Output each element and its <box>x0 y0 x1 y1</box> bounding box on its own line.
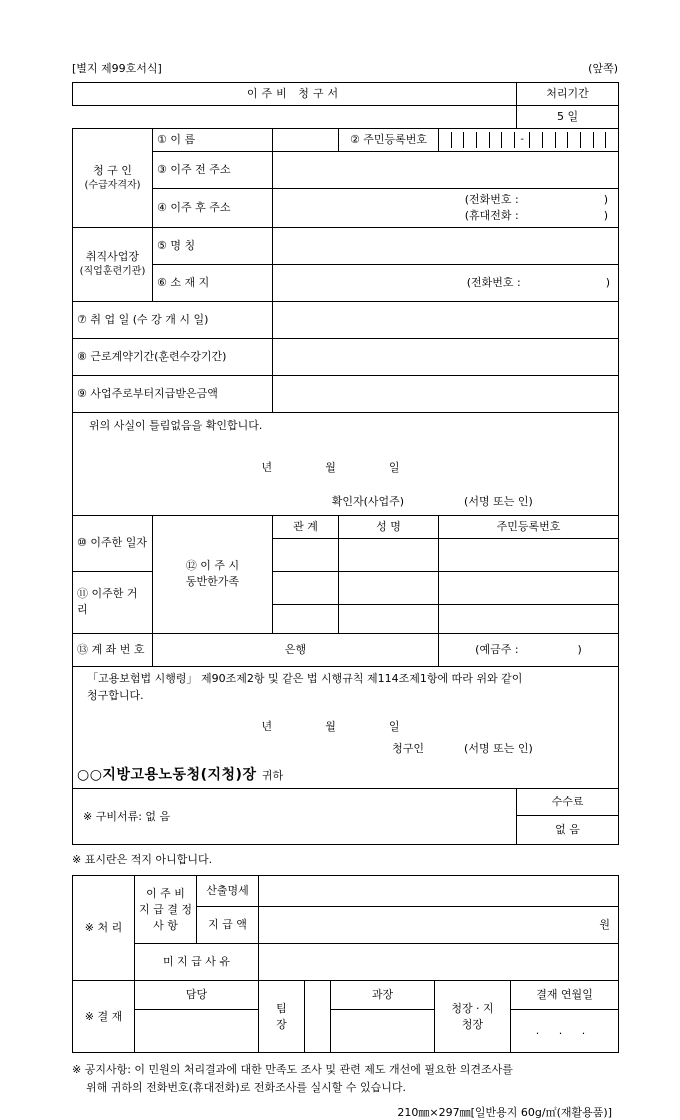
approval-col-director-line1: 청장 · 지 <box>451 1001 494 1015</box>
move-relation-value[interactable] <box>273 538 339 571</box>
form-number: [별지 제99호서식] <box>72 62 162 75</box>
rrn-cell[interactable] <box>594 132 607 148</box>
move-rrn-value[interactable] <box>439 571 619 604</box>
account-depositor-label: (예금주 : <box>475 642 519 656</box>
workplace-group-label-line2: (직업훈련기관) <box>79 266 146 278</box>
move-family-label <box>153 515 273 633</box>
applicant-group-label-line1: 청 구 인 <box>93 163 132 177</box>
rrn-grid <box>439 132 618 148</box>
statement-month: 월 <box>325 460 336 474</box>
account-row <box>73 633 619 666</box>
applicant-name-value[interactable] <box>273 128 339 151</box>
move-header-row <box>73 515 619 538</box>
address-after-value[interactable] <box>273 188 619 227</box>
paper-specification: 210㎜×297㎜[일반용지 60g/㎡(재활용품)] <box>397 1106 612 1120</box>
statement-year: 년 <box>261 460 273 474</box>
move-cost-decision-line1: 이 주 비 <box>146 886 185 900</box>
address-before-label: ③ 이주 전 주소 <box>153 151 273 188</box>
workplace-name-label: ⑤ 명 칭 <box>153 227 273 264</box>
rrn-dash: - <box>515 132 530 148</box>
rrn-cell[interactable] <box>606 132 618 148</box>
rrn-cell[interactable] <box>452 132 465 148</box>
page-header <box>72 60 618 76</box>
rrn-cell[interactable] <box>556 132 569 148</box>
processing-unpaid-row <box>73 944 619 981</box>
workplace-phone-close: ) <box>605 275 611 289</box>
move-name-value[interactable] <box>339 571 439 604</box>
claim-claimant-label: 청구인 <box>392 741 425 755</box>
processing-table <box>72 875 619 1053</box>
rrn-cell[interactable] <box>439 132 452 148</box>
move-name-value-extra[interactable] <box>339 604 439 633</box>
address-before-value[interactable] <box>273 151 619 188</box>
employment-date-value[interactable] <box>273 301 619 338</box>
approval-value-row <box>73 1010 619 1053</box>
applicant-mobile <box>279 208 612 224</box>
approval-date-label: 결재 연월일 <box>511 981 619 1010</box>
workplace-group-label <box>73 227 153 301</box>
workplace-name-value[interactable] <box>273 227 619 264</box>
approval-col-manager: 과장 <box>331 981 435 1010</box>
applicant-phone-label: (전화번호 : <box>464 192 519 206</box>
move-name-value[interactable] <box>339 538 439 571</box>
move-col-rrn: 주민등록번호 <box>439 515 619 538</box>
statement-confirmer-label: 확인자(사업주) <box>331 494 405 508</box>
processing-label: ※ 처 리 <box>73 876 135 981</box>
form-title: 이주비 청구서 <box>73 83 517 106</box>
page-side-label: (앞쪽) <box>588 62 618 75</box>
rrn-cell[interactable] <box>530 132 543 148</box>
account-label: ⑬ 계 좌 번 호 <box>73 633 153 666</box>
move-distance-label: ⑪ 이주한 거리 <box>73 571 153 633</box>
required-documents-label: ※ 구비서류: 없 음 <box>73 789 517 845</box>
move-family-label-line1: ⑫ 이 주 시 <box>185 559 240 573</box>
processing-value-row <box>73 106 619 129</box>
applicant-mobile-close: ) <box>603 208 609 222</box>
applicant-phone-close: ) <box>603 192 609 206</box>
claim-signature-label: (서명 또는 인) <box>464 741 533 755</box>
address-after-row <box>73 188 619 227</box>
move-date-label: ⑩ 이주한 일자 <box>73 515 153 571</box>
item-row-employer-payment <box>73 375 619 412</box>
applicant-rrn-value[interactable] <box>439 128 619 151</box>
employment-date-label: ⑦ 취 업 일 (수 강 개 시 일) <box>73 301 273 338</box>
applicant-group-label-line2: (수급자격자) <box>84 179 141 191</box>
statement-day: 일 <box>388 460 400 474</box>
unpaid-reason-value[interactable] <box>259 944 619 981</box>
claim-month: 월 <box>325 720 336 733</box>
approval-col-director-line2: 청장 <box>461 1017 484 1031</box>
claim-day: 일 <box>388 720 400 733</box>
approval-col-team-leader-line1: 팀 <box>276 1001 287 1015</box>
applicant-name-row <box>73 128 619 151</box>
claim-office-line <box>77 765 614 785</box>
footer-notice <box>72 1061 618 1096</box>
workplace-location-row <box>73 264 619 301</box>
payment-amount-unit: 원 <box>599 918 611 932</box>
applicant-name-label: ① 이 름 <box>153 128 273 151</box>
rrn-cell[interactable] <box>490 132 503 148</box>
claim-text-line2: 청구합니다. <box>87 689 144 703</box>
approval-header-row <box>73 981 619 1010</box>
employer-payment-label: ⑨ 사업주로부터지급받은금액 <box>73 375 273 412</box>
statement-date-line <box>77 460 614 476</box>
contract-period-label: ⑧ 근로계약기간(훈련수강기간) <box>73 338 273 375</box>
claim-row <box>73 666 619 788</box>
calc-detail-value[interactable] <box>259 876 619 907</box>
claim-year: 년 <box>261 720 273 733</box>
applicant-phone <box>279 192 612 208</box>
rrn-cell[interactable] <box>477 132 490 148</box>
move-relation-value[interactable] <box>273 571 339 604</box>
move-col-name: 성 명 <box>339 515 439 538</box>
statement-row <box>73 412 619 515</box>
documents-row <box>73 789 619 816</box>
applicant-mobile-label: (휴대전화 : <box>464 208 519 222</box>
move-rrn-value[interactable] <box>439 538 619 571</box>
mark-note: ※ 표시란은 적지 아니합니다. <box>72 853 213 867</box>
title-row <box>73 83 619 106</box>
approval-date-value[interactable]: . . . <box>511 1010 619 1053</box>
item-row-employment-date <box>73 301 619 338</box>
claim-text-line1: 「고용보험법 시행령」 제90조제2항 및 같은 법 시행규칙 제114조제1항에 따라 위와 같이 <box>87 671 523 685</box>
claim-signature-line <box>77 741 614 757</box>
statement-signature-line <box>77 494 614 510</box>
workplace-group-label-line1: 취직사업장 <box>85 250 140 264</box>
approval-staff-value[interactable] <box>135 1010 259 1053</box>
approval-col-staff: 담당 <box>135 981 259 1010</box>
workplace-phone-label: (전화번호 : <box>466 275 521 289</box>
applicant-group-label <box>73 128 153 227</box>
statement-text: 위의 사실이 틀림없음을 확인합니다. <box>89 418 263 432</box>
processing-period-value: 5 일 <box>517 106 619 129</box>
statement-signature-label: (서명 또는 인) <box>464 494 533 508</box>
approval-col-spacer <box>305 981 331 1053</box>
contract-period-value[interactable] <box>273 338 619 375</box>
move-cost-decision-label <box>135 876 197 944</box>
move-relation-value-extra[interactable] <box>273 604 339 633</box>
processing-period-label: 처리기간 <box>517 83 619 106</box>
statement-block <box>73 412 619 515</box>
processing-calc-row <box>73 876 619 907</box>
unpaid-reason-label: 미 지 급 사 유 <box>135 944 259 981</box>
claim-block <box>73 666 619 788</box>
rrn-cell[interactable] <box>543 132 556 148</box>
move-family-label-line2: 동반한가족 <box>185 575 240 589</box>
workplace-name-row <box>73 227 619 264</box>
workplace-location-value[interactable] <box>273 264 619 301</box>
move-cost-decision-line2: 지 급 결 정 사 항 <box>139 902 192 932</box>
workplace-location-label: ⑥ 소 재 지 <box>153 264 273 301</box>
approval-label: ※ 결 재 <box>73 981 135 1053</box>
claim-office-suffix: 귀하 <box>261 768 284 782</box>
payment-amount-label: 지 급 액 <box>197 907 259 944</box>
fee-value: 없 음 <box>517 816 619 845</box>
calc-detail-label: 산출명세 <box>197 876 259 907</box>
approval-manager-value[interactable] <box>331 1010 435 1053</box>
claim-office-name: ○○지방고용노동청(지청)장 <box>77 766 257 783</box>
rrn-cell[interactable] <box>464 132 477 148</box>
payment-amount-value[interactable] <box>259 907 619 944</box>
approval-col-team-leader <box>259 981 305 1053</box>
rrn-cell[interactable] <box>568 132 581 148</box>
footer-notice-line1: ※ 공지사항: 이 민원의 처리결과에 대한 만족도 조사 및 관련 제도 개선에 필요한 의견조사를 <box>72 1063 513 1077</box>
account-depositor <box>439 633 619 666</box>
approval-col-team-leader-line2: 장 <box>276 1017 287 1031</box>
address-before-row <box>73 151 619 188</box>
account-depositor-close: ) <box>577 642 582 656</box>
account-bank-label: 은행 <box>153 633 439 666</box>
footer-notice-line2: 위해 귀하의 전화번호(휴대전화)로 전화조사를 실시할 수 있습니다. <box>86 1080 406 1094</box>
employer-payment-value[interactable] <box>273 375 619 412</box>
applicant-rrn-label: ② 주민등록번호 <box>339 128 439 151</box>
move-col-relation: 관 계 <box>273 515 339 538</box>
move-rrn-value-extra[interactable] <box>439 604 619 633</box>
fee-label: 수수료 <box>517 789 619 816</box>
address-after-label: ④ 이주 후 주소 <box>153 188 273 227</box>
main-form-table <box>72 82 619 845</box>
item-row-contract-period <box>73 338 619 375</box>
rrn-cell[interactable] <box>502 132 515 148</box>
rrn-cell[interactable] <box>581 132 594 148</box>
claim-date-line <box>77 719 614 735</box>
approval-col-director <box>435 981 511 1053</box>
